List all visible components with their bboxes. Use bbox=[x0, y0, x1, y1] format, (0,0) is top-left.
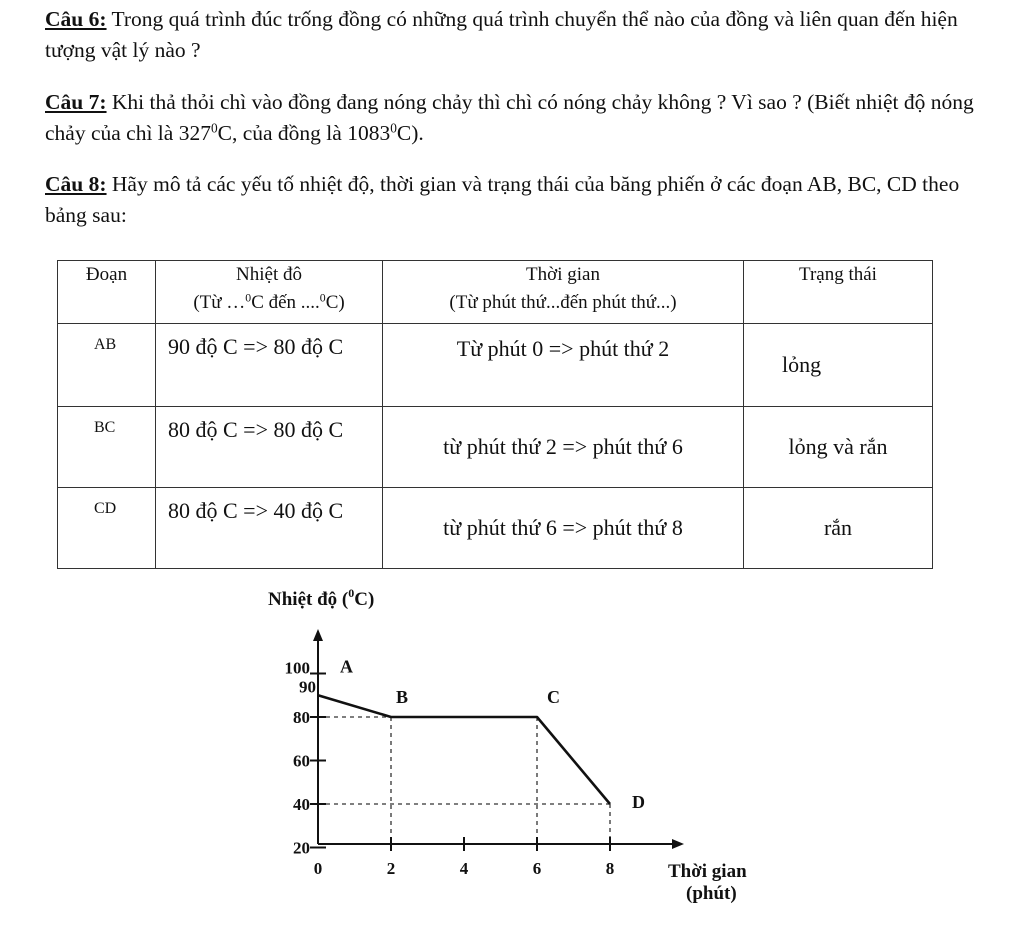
chart-axes bbox=[313, 629, 684, 849]
question-8-label: Câu 8: bbox=[45, 172, 107, 196]
header-state: Trạng thái bbox=[744, 261, 933, 324]
cell-state: lỏng và rắn bbox=[744, 407, 933, 488]
degree-superscript: 0 bbox=[245, 291, 252, 305]
cell-temperature: 80 độ C => 40 độ C bbox=[156, 488, 383, 569]
point-label-b: B bbox=[396, 687, 409, 707]
question-7-label: Câu 7: bbox=[45, 90, 107, 114]
cell-segment: AB bbox=[58, 324, 156, 407]
header-time-title: Thời gian bbox=[526, 264, 600, 285]
x-tick-label: 8 bbox=[605, 859, 615, 878]
header-temp-sub-a: (Từ … bbox=[193, 292, 246, 313]
header-time-sub: (Từ phút thứ...đến phút thứ...) bbox=[449, 292, 677, 313]
y-tick-label: 80 bbox=[293, 708, 310, 727]
chart-x-title: Thời gian bbox=[668, 861, 747, 882]
y-tick-label: 90 bbox=[299, 677, 316, 697]
cell-segment: CD bbox=[58, 488, 156, 569]
answer-table bbox=[57, 260, 933, 569]
header-temp-sub-b: C đến .... bbox=[251, 292, 320, 313]
question-8 bbox=[45, 169, 985, 231]
question-7-text-a: Khi thả thỏi chì vào đồng đang nóng chảy thì chì có nóng chảy không ? Vì sao ? (Biết nhiệt độ nóng chảy của chì là 327 bbox=[45, 90, 974, 145]
table-row bbox=[58, 488, 933, 569]
series-line bbox=[318, 695, 610, 804]
table-row bbox=[58, 407, 933, 488]
cell-state: lỏng bbox=[744, 324, 933, 407]
header-temperature bbox=[156, 261, 383, 324]
degree-superscript: 0 bbox=[390, 120, 397, 136]
header-temperature-title: Nhiệt đô bbox=[236, 264, 302, 285]
x-axis-arrow bbox=[672, 839, 684, 849]
y-tick-label: 100 bbox=[284, 658, 310, 678]
x-tick-label: 0 bbox=[313, 859, 323, 878]
header-temperature-sub bbox=[156, 289, 382, 317]
cell-temperature: 90 độ C => 80 độ C bbox=[156, 324, 383, 407]
header-temp-sub-c: C) bbox=[325, 292, 345, 313]
table-header-row bbox=[58, 261, 933, 324]
y-tick-label: 60 bbox=[293, 751, 310, 771]
point-label-a: A bbox=[340, 656, 353, 677]
chart-x-unit: (phút) bbox=[686, 883, 737, 904]
question-8-text: Hãy mô tả các yếu tố nhiệt độ, thời gian và trạng thái của băng phiến ở các đoạn AB, BC, CD theo bảng sau: bbox=[45, 172, 960, 227]
cell-segment: BC bbox=[58, 407, 156, 488]
header-segment: Đoạn bbox=[58, 261, 156, 324]
cell-state: rắn bbox=[744, 488, 933, 569]
cell-temperature: 80 độ C => 80 độ C bbox=[156, 407, 383, 488]
question-7-text-c: C). bbox=[396, 121, 424, 145]
degree-superscript: 0 bbox=[210, 120, 218, 136]
question-6 bbox=[45, 4, 985, 66]
chart-guide-lines bbox=[318, 717, 610, 844]
chart-y-title: Nhiệt độ ($^0$C) bbox=[268, 586, 375, 610]
y-tick-label: 20 bbox=[293, 838, 310, 858]
question-7-text-b: C, của đồng là 1083 bbox=[217, 121, 391, 145]
point-label-d: D bbox=[632, 792, 645, 812]
question-7 bbox=[45, 87, 985, 149]
header-time bbox=[383, 261, 744, 324]
x-tick-label: 6 bbox=[532, 859, 542, 878]
chart-point-labels bbox=[340, 657, 645, 813]
cell-time: từ phút thứ 2 => phút thứ 6 bbox=[383, 407, 744, 488]
degree-superscript: 0 bbox=[319, 291, 326, 305]
cell-time: từ phút thứ 6 => phút thứ 8 bbox=[383, 488, 744, 569]
chart-series bbox=[318, 695, 610, 804]
temperature-time-chart bbox=[240, 575, 800, 910]
x-tick-label: 2 bbox=[386, 859, 396, 878]
chart-y-ticks bbox=[285, 659, 327, 858]
question-6-label: Câu 6: bbox=[45, 7, 107, 31]
point-label-c: C bbox=[547, 687, 560, 707]
question-6-text: Trong quá trình đúc trống đồng có những quá trình chuyển thể nào của đồng và liên quan đến hiện tượng vật lý nào ? bbox=[45, 7, 958, 62]
y-axis-arrow bbox=[313, 629, 323, 641]
table-row bbox=[58, 324, 933, 407]
cell-time: Từ phút 0 => phút thứ 2 bbox=[383, 324, 744, 407]
y-tick-label: 40 bbox=[293, 795, 310, 814]
x-tick-label: 4 bbox=[459, 859, 469, 878]
